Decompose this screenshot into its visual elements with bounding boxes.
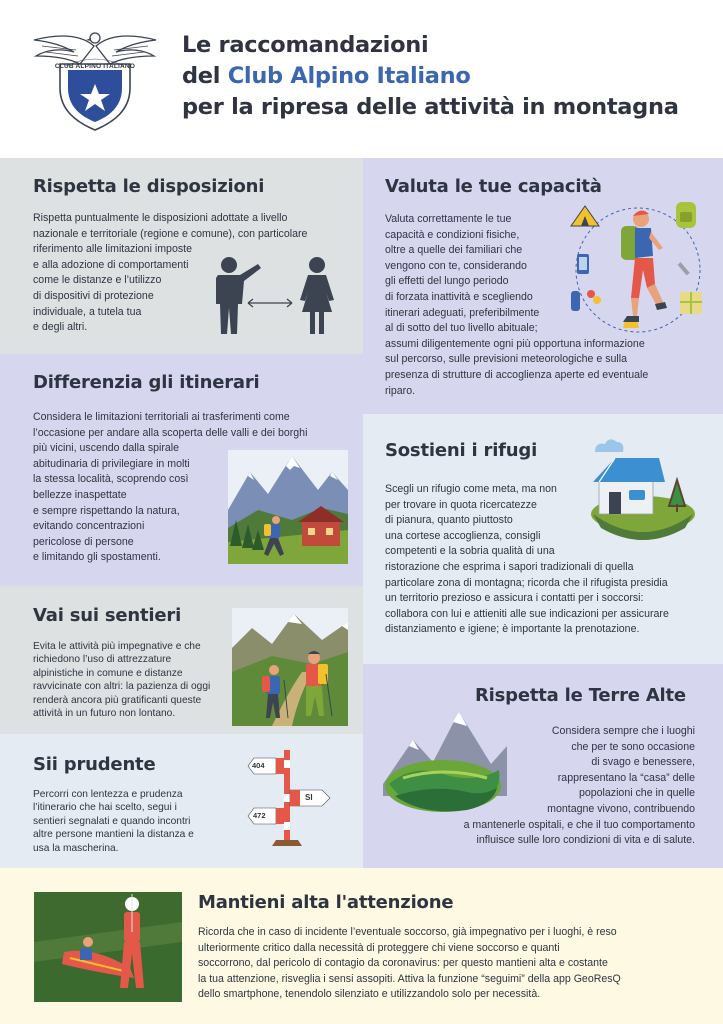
section-itinerari bbox=[0, 354, 363, 586]
title-line-2-prefix: del bbox=[182, 63, 228, 89]
text-line: individuale, a tutela tua bbox=[33, 305, 142, 318]
section-text bbox=[33, 640, 233, 720]
text-line: influisce sulle loro condizioni di vita e di salute. bbox=[476, 834, 695, 847]
text-line: per trovare in quota ricercatezze bbox=[385, 498, 537, 511]
text-line: competenti e la sobria qualità di una bbox=[385, 545, 555, 558]
title-accent: Club Alpino Italiano bbox=[227, 63, 471, 89]
text-line: di pianura, quanto piuttosto bbox=[385, 514, 513, 527]
text-line: la stessa località, scoprendo così bbox=[33, 473, 189, 486]
text-line: e degli altri. bbox=[33, 321, 88, 334]
text-line: soccorrono, dal pericolo di contagio da coronavirus: per questo mantieni alta e costante bbox=[198, 957, 608, 970]
title-line-1: Le raccomandazioni bbox=[182, 32, 429, 58]
knife-icon bbox=[678, 262, 690, 275]
text-line: attività in un futuro non lontano. bbox=[33, 708, 176, 720]
mountain-hut-illustration bbox=[585, 432, 695, 542]
text-line: gli effetti del lungo periodo bbox=[385, 275, 509, 288]
text-line: usa la mascherina. bbox=[33, 842, 119, 854]
section-title: Vai sui sentieri bbox=[33, 605, 182, 626]
section-title: Valuta le tue capacità bbox=[385, 176, 602, 197]
medicine-icon bbox=[587, 290, 595, 298]
text-line: Considera sempre che i luoghi bbox=[551, 725, 695, 737]
section-title: Rispetta le Terre Alte bbox=[475, 685, 686, 706]
text-line: montagne vivono, contribuendo bbox=[547, 802, 695, 815]
text-line: e alla adozione di comportamenti bbox=[33, 258, 189, 271]
section-title: Sostieni i rifugi bbox=[385, 440, 538, 461]
text-line: distanziamento e igiene; è importante la prenotazione. bbox=[385, 623, 640, 636]
section-text bbox=[198, 925, 713, 1003]
text-line: Considera le limitazioni territoriali ai trasferimenti come bbox=[33, 411, 290, 423]
text-line: rappresentano la “casa” delle bbox=[557, 771, 695, 784]
text-line: alpinistiche in comune e distanze bbox=[33, 667, 183, 679]
highlands-illustration bbox=[383, 704, 507, 814]
section-rifugi bbox=[363, 414, 723, 664]
section-terre-alte bbox=[363, 664, 723, 868]
text-line: presenza di strutture di accoglienza aperte ed eventuale bbox=[385, 368, 649, 381]
section-prudente bbox=[0, 734, 363, 868]
rescue-illustration bbox=[34, 892, 182, 1002]
section-text bbox=[33, 788, 233, 855]
text-line: sentieri segnalati e quando incontri bbox=[33, 815, 191, 827]
text-line: oltre a quelle dei familiari che bbox=[385, 244, 523, 257]
text-line: evitando concentrazioni bbox=[33, 520, 145, 533]
village-hiker-illustration bbox=[228, 450, 348, 564]
text-line: sul percorso, sulle previsioni meteorologiche e sulla bbox=[385, 353, 628, 366]
text-line: di dispositivi di protezione bbox=[33, 289, 154, 302]
text-line: ravvicinate con altri: la pazienza di oggi bbox=[33, 681, 211, 693]
text-line: che per te sono occasione bbox=[571, 740, 695, 753]
text-line: richiedono l’uso di attrezzature bbox=[33, 654, 172, 666]
text-line: come le distanze e l’utilizzo bbox=[33, 274, 162, 287]
text-line: Scegli un rifugio come meta, ma non bbox=[385, 483, 557, 495]
text-line: di forzata inattività e scegliendo bbox=[385, 290, 533, 303]
text-line: la tua attenzione, risveglia i sensi assopiti. Attiva la funzione “seguimi” della app GeoResQ bbox=[198, 972, 621, 985]
text-line: assumi diligentemente ogni più opportuna informazione bbox=[385, 337, 645, 350]
sign-label-si: SI bbox=[305, 793, 313, 802]
sign-label-404: 404 bbox=[252, 761, 265, 770]
text-line: popolazioni che in quelle bbox=[578, 787, 695, 800]
text-line: riparo. bbox=[385, 384, 416, 397]
text-line: l’occasione per andare alla scoperta delle valli e dei borghi bbox=[33, 426, 308, 439]
section-sentieri bbox=[0, 586, 363, 734]
text-line: renderà ancora più gratificanti queste bbox=[33, 694, 202, 706]
section-disposizioni bbox=[0, 158, 363, 354]
text-line: Percorri con lentezza e prudenza bbox=[33, 789, 183, 800]
text-line: un territorio prezioso e assicura i contatti per i soccorsi: bbox=[385, 592, 644, 605]
cloud-icon bbox=[595, 439, 623, 452]
text-line: collabora con lui e attieniti alle sue indicazioni per assicurare bbox=[385, 607, 669, 620]
text-line: al di sotto del tuo livello abituale; bbox=[385, 322, 538, 335]
text-line: Ricorda che in caso di incidente l’eventuale soccorso, già impegnativo per i luoghi, è reso bbox=[198, 926, 617, 938]
sign-label-472: 472 bbox=[253, 811, 266, 820]
text-line: particolare zona di montagna; ricorda che il rifugista presidia bbox=[385, 576, 668, 589]
text-line: Rispetta puntualmente le disposizioni adottate a livello bbox=[33, 212, 288, 224]
text-line: riferimento alle limitazioni imposte bbox=[33, 243, 192, 256]
text-line: e limitando gli spostamenti. bbox=[33, 551, 161, 564]
section-capacita bbox=[363, 158, 723, 414]
cai-logo-text: CLUB ALPINO ITALIANO bbox=[54, 63, 136, 70]
text-line: capacità e condizioni fisiche, bbox=[385, 228, 520, 241]
woman-icon bbox=[298, 256, 336, 336]
text-line: nazionale e territoriale (regione e comune), con particolare bbox=[33, 227, 308, 240]
text-line: ulteriormente critico dalla necessità di proteggere chi viene soccorso e quanti bbox=[198, 941, 560, 954]
bottle-icon bbox=[571, 291, 580, 311]
text-line: vengono con te, considerando bbox=[385, 259, 527, 272]
text-line: più vicini, uscendo dalla spirale bbox=[33, 442, 180, 455]
section-title: Rispetta le disposizioni bbox=[33, 176, 265, 197]
text-line: ristorazione che esprima i sapori tradizionali di quella bbox=[385, 560, 634, 573]
text-line: pericolose di persone bbox=[33, 535, 134, 548]
text-line: Valuta correttamente le tue bbox=[385, 213, 512, 225]
title-line-2 bbox=[182, 61, 712, 92]
page-title bbox=[182, 30, 712, 123]
text-line: e sempre rispettando la natura, bbox=[33, 504, 180, 517]
hiker-equipment-illustration bbox=[563, 198, 713, 338]
text-line: abitudinaria di privilegiare in molti bbox=[33, 457, 190, 470]
text-line: una cortese accoglienza, consigli bbox=[385, 529, 541, 542]
text-line: l’itinerario che hai scelto, segui i bbox=[33, 802, 177, 814]
text-line: a mantenerle ospitali, e che il tuo comportamento bbox=[463, 818, 695, 831]
section-attenzione bbox=[0, 868, 723, 1024]
two-hikers-illustration bbox=[232, 608, 348, 726]
text-line: altre persone mantieni la distanza e bbox=[33, 829, 194, 841]
text-line: bellezze inaspettate bbox=[33, 488, 127, 501]
title-line-3: per la ripresa delle attività in montagna bbox=[182, 94, 679, 120]
header bbox=[0, 0, 723, 158]
text-line: Evita le attività più impegnative e che bbox=[33, 641, 201, 652]
cai-logo bbox=[30, 26, 160, 134]
section-title: Sii prudente bbox=[33, 754, 156, 775]
man-icon bbox=[214, 256, 262, 336]
text-line: dello smartphone, tenendolo silenziato e utilizzandolo solo per necessità. bbox=[198, 988, 541, 1001]
double-arrow-icon bbox=[246, 298, 294, 308]
section-title: Differenzia gli itinerari bbox=[33, 372, 260, 393]
text-line: itinerari adeguati, preferibilmente bbox=[385, 306, 540, 319]
text-line: di svago e benessere, bbox=[591, 756, 695, 769]
section-title: Mantieni alta l'attenzione bbox=[198, 892, 454, 913]
